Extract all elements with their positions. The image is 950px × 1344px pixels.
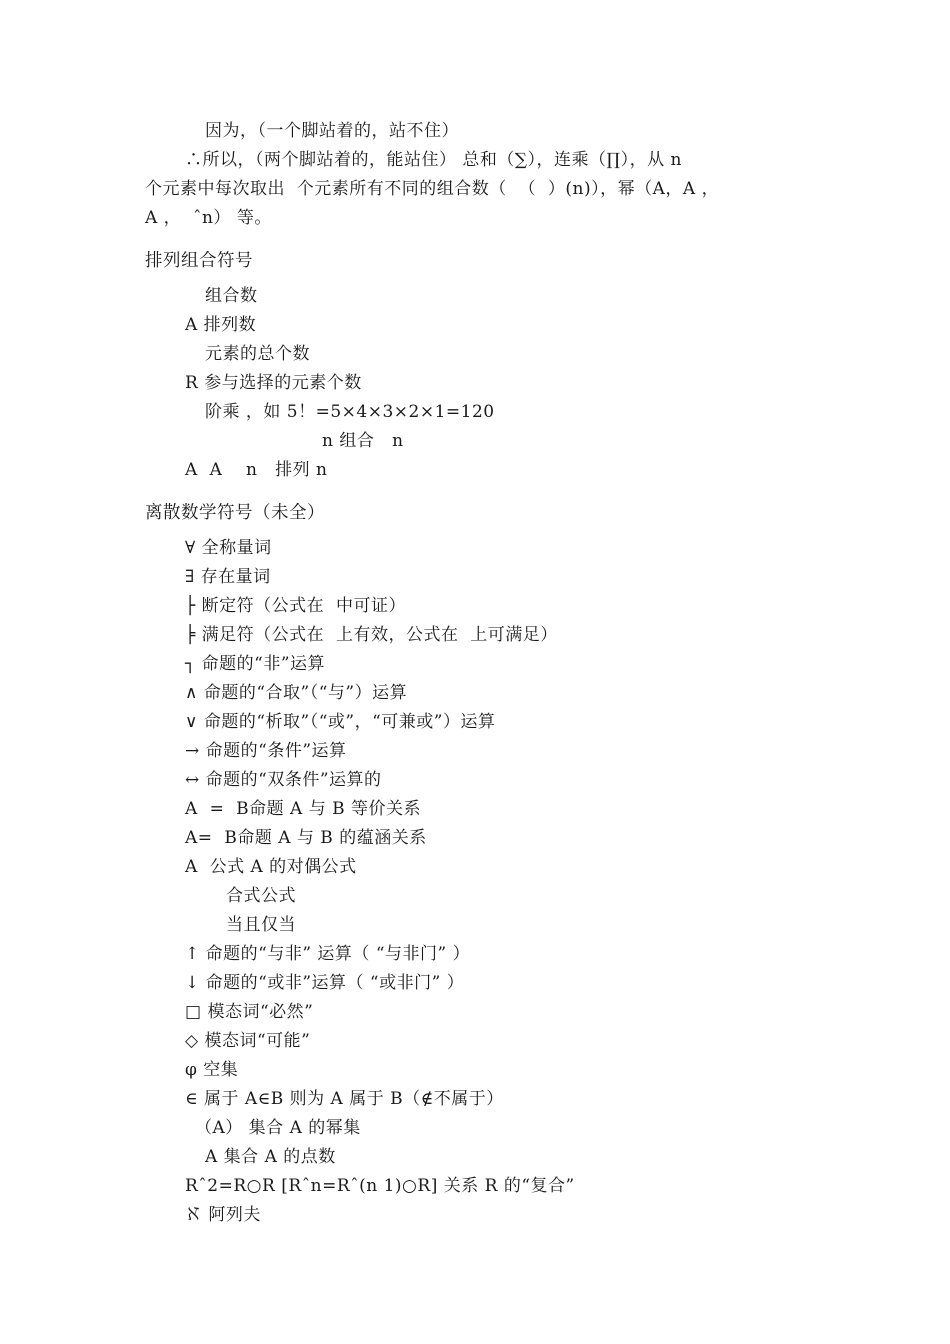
perm-item: R 参与选择的元素个数 — [185, 373, 362, 393]
symbol-item: ┐ 命题的“非”运算 — [185, 654, 326, 674]
intro-line-3: 个元素中每次取出 个元素所有不同的组合数（ （ ）(n)），幂（A，A ， — [145, 179, 720, 199]
symbol-item: A= B命题 A 与 B 的蕴涵关系 — [185, 828, 427, 848]
symbol-item: ∀ 全称量词 — [185, 538, 272, 558]
symbol-item: ∧ 命题的“合取”（“与”）运算 — [185, 683, 408, 703]
intro-line-2: ∴所以，（两个脚站着的，能站住） 总和（∑），连乘（∏），从 n — [185, 150, 682, 170]
symbol-item: ℵ 阿列夫 — [185, 1205, 261, 1225]
perm-item: 阶乘 ，如 5！=5×4×3×2×1=120 — [205, 402, 495, 422]
symbol-item: A = B命题 A 与 B 等价关系 — [185, 799, 422, 819]
section-heading-discrete-math: 离散数学符号（未全） — [145, 503, 325, 523]
symbol-item: ∈ 属于 A∈B 则为 A 属于 B（∉不属于） — [185, 1089, 504, 1109]
symbol-item: Rˆ2=R○R [Rˆn=Rˆ(n 1)○R] 关系 R 的“复合” — [185, 1176, 575, 1196]
intro-line-1: 因为，（一个脚站着的，站不住） — [205, 121, 459, 141]
symbol-item: ╞ 满足符（公式在 上有效，公式在 上可满足） — [185, 625, 558, 645]
symbol-item: ∨ 命题的“析取”（“或”，“可兼或”）运算 — [185, 712, 496, 732]
symbol-item: A 集合 A 的点数 — [205, 1147, 336, 1167]
symbol-item: φ 空集 — [185, 1060, 239, 1080]
symbol-item: ∃ 存在量词 — [185, 567, 271, 587]
perm-item: 组合数 — [205, 286, 258, 306]
symbol-item: 合式公式 — [226, 886, 296, 906]
symbol-item: → 命题的“条件”运算 — [185, 741, 347, 761]
symbol-item: □ 模态词“必然” — [185, 1002, 314, 1022]
symbol-item: ├ 断定符（公式在 中可证） — [185, 596, 406, 616]
symbol-item: ◇ 模态词“可能” — [185, 1031, 311, 1051]
symbol-item: （A） 集合 A 的幂集 — [195, 1118, 361, 1138]
symbol-item: A 公式 A 的对偶公式 — [185, 857, 357, 877]
symbol-item: ↔ 命题的“双条件”运算的 — [185, 770, 382, 790]
symbol-item: 当且仅当 — [226, 915, 296, 935]
perm-item: A 排列数 — [185, 315, 257, 335]
section-heading-permutation: 排列组合符号 — [145, 251, 253, 271]
perm-item: A A n 排列 n — [185, 460, 328, 480]
perm-item: 元素的总个数 — [205, 344, 310, 364]
perm-item: n 组合 n — [322, 431, 404, 451]
symbol-item: ↑ 命题的“与非” 运算（ “与非门” ） — [185, 944, 471, 964]
symbol-item: ↓ 命题的“或非”运算（ “或非门” ） — [185, 973, 465, 993]
intro-line-4: A ， ˆn） 等。 — [145, 208, 272, 228]
